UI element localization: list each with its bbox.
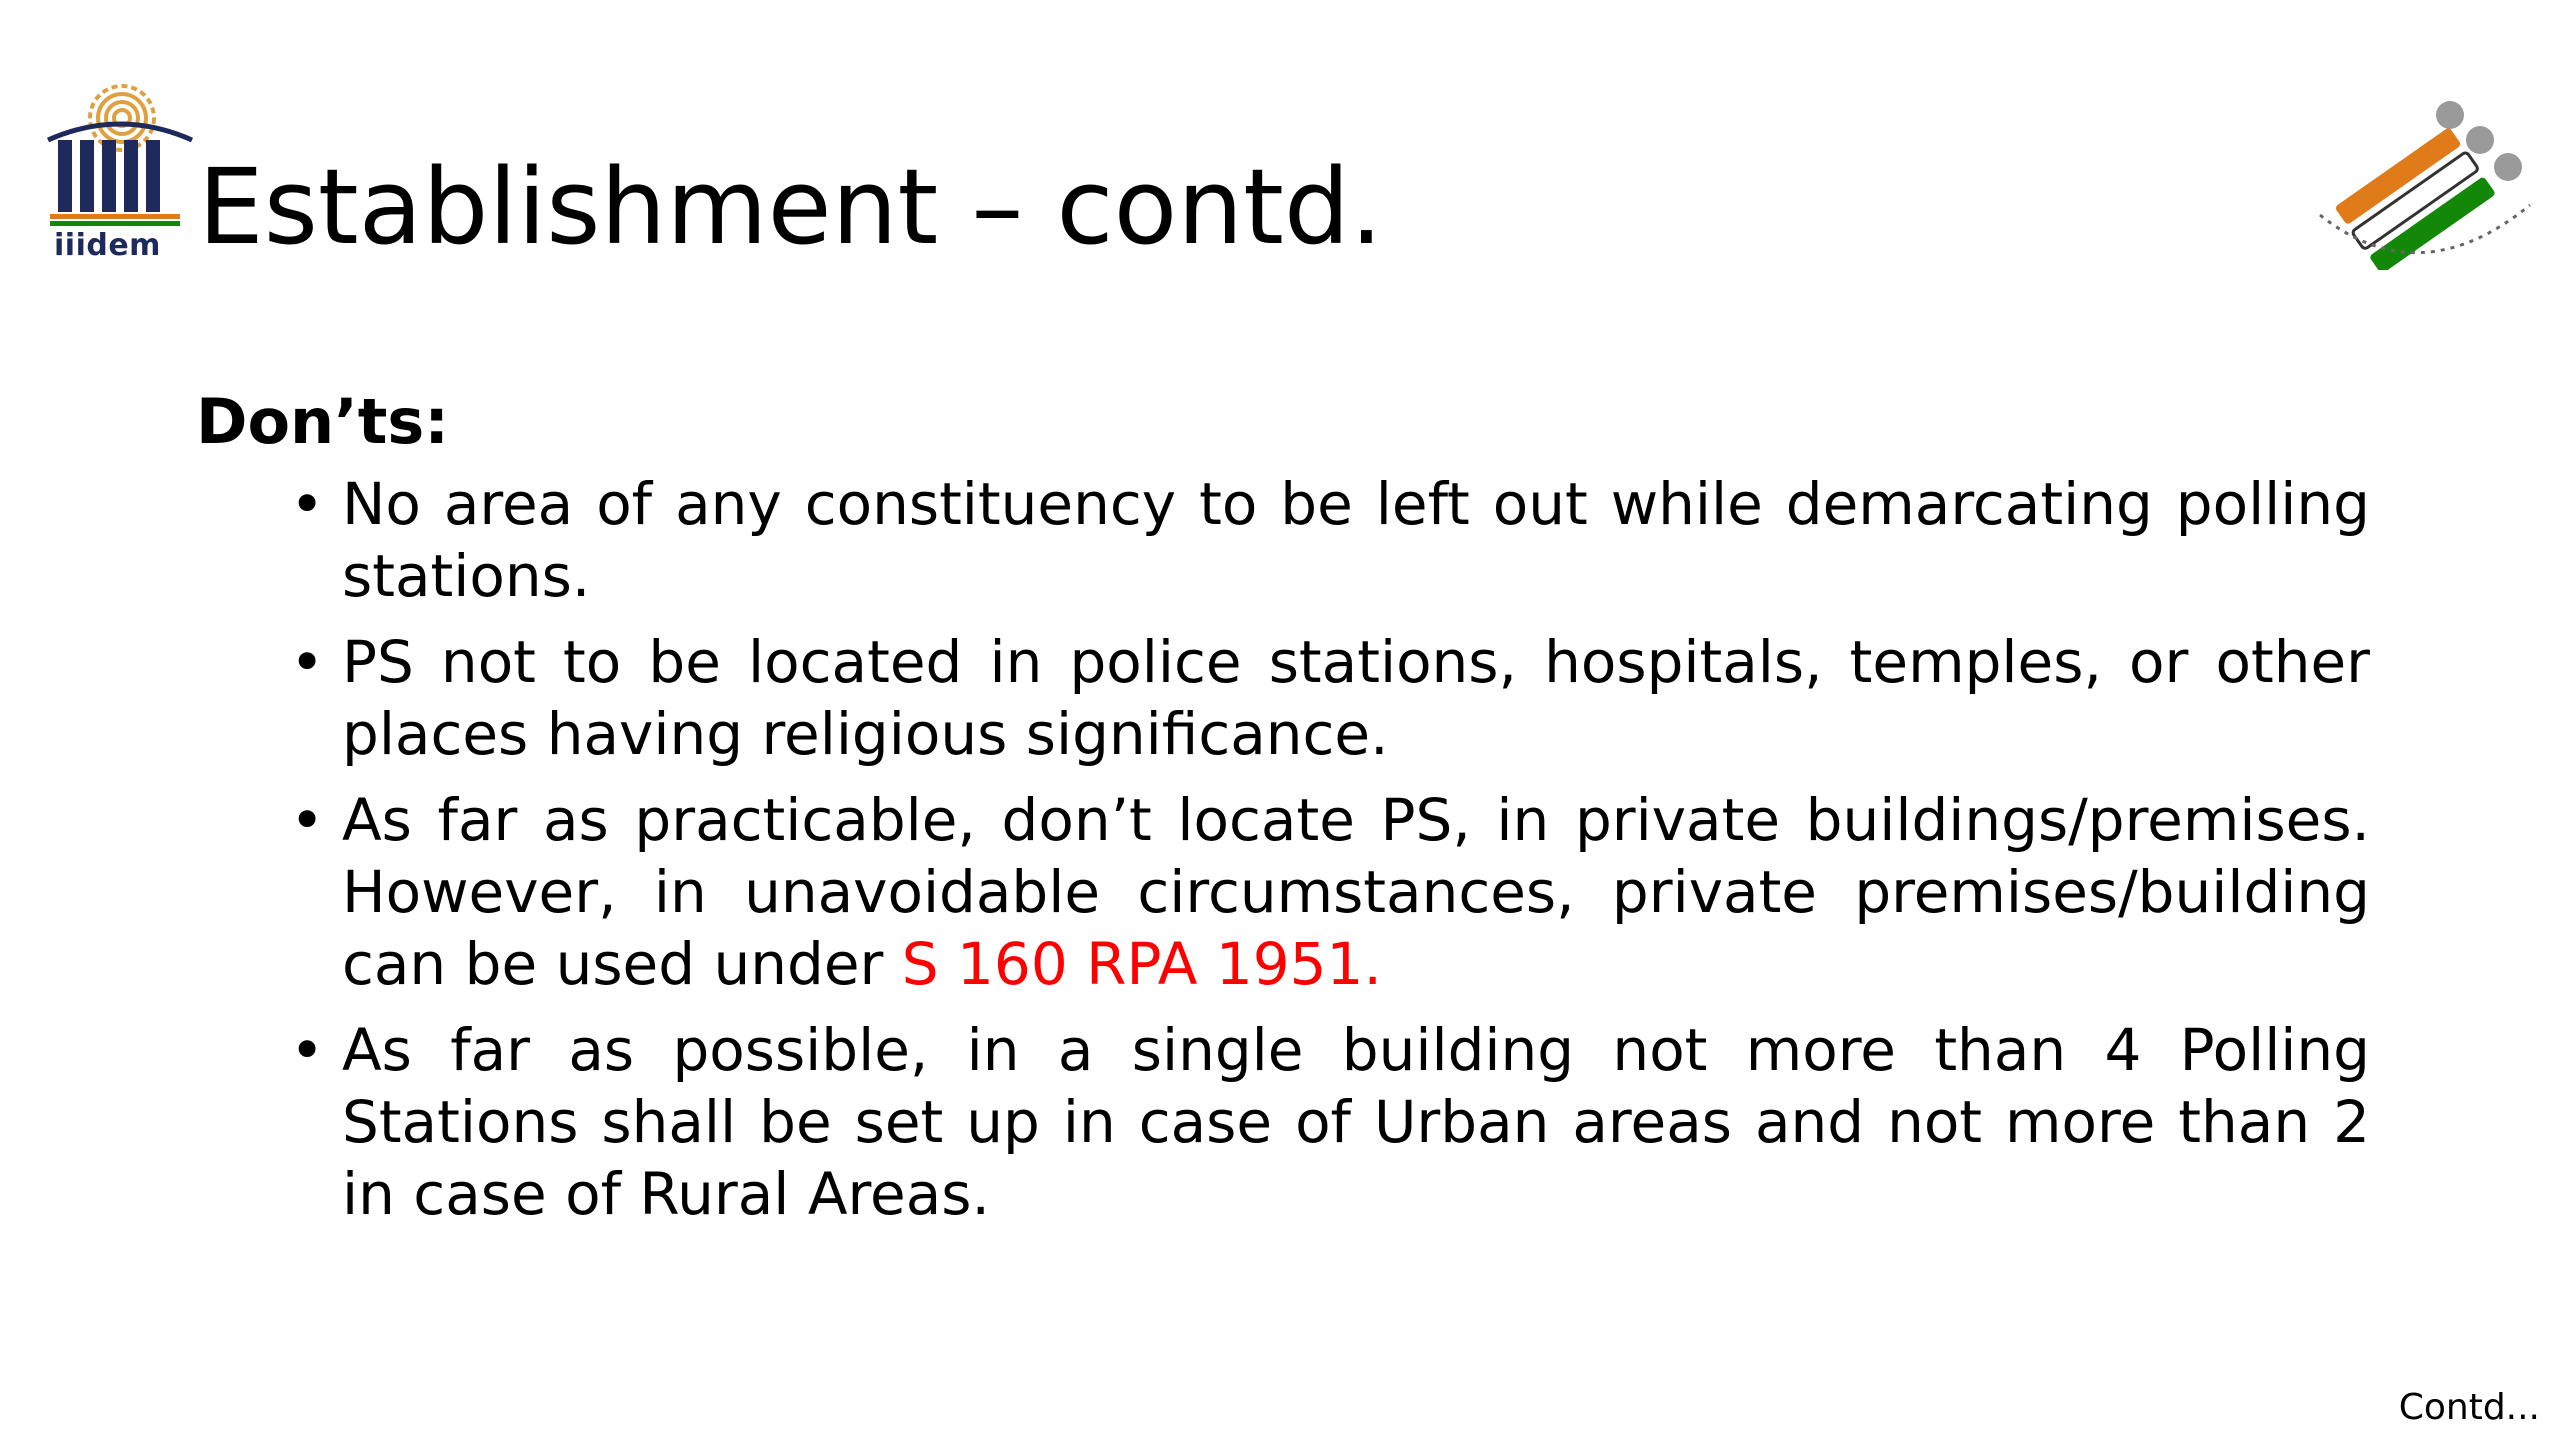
donts-list [290, 468, 2370, 1244]
list-item-text: PS not to be located in police stations, hospitals, temples, or other places having religious significance. [342, 628, 2370, 768]
bullet-icon: • [290, 1016, 325, 1084]
election-commission-logo-icon [2300, 95, 2540, 270]
iiidem-logo-icon [40, 78, 200, 268]
bullet-icon: • [290, 786, 325, 854]
legal-reference: S 160 RPA 1951. [901, 930, 1382, 998]
bullet-icon: • [290, 470, 325, 538]
slide-title: Establishment – contd. [198, 146, 1383, 268]
list-item [290, 784, 2370, 1000]
continued-label: Contd... [2398, 1387, 2540, 1428]
bullet-icon: • [290, 628, 325, 696]
list-item-text: No area of any constituency to be left out while demarcating polling stations. [342, 470, 2370, 610]
donts-heading: Don’ts: [196, 385, 450, 458]
list-item-text: As far as possible, in a single building not more than 4 Polling Stations shall be set up in case of Urban areas and not more than 2 in case of Rural Areas. [342, 1016, 2370, 1228]
iiidem-logo-graphic [40, 78, 200, 228]
list-item [290, 468, 2370, 612]
eci-logo-graphic [2300, 95, 2540, 270]
list-item [290, 626, 2370, 770]
list-item [290, 1014, 2370, 1230]
list-item-text: As far as practicable, don’t locate PS, in private buildings/premises. However, in unavoidable circumstances, private premises/building can be used under [342, 786, 2370, 998]
logo-caption: iiidem [54, 228, 161, 263]
